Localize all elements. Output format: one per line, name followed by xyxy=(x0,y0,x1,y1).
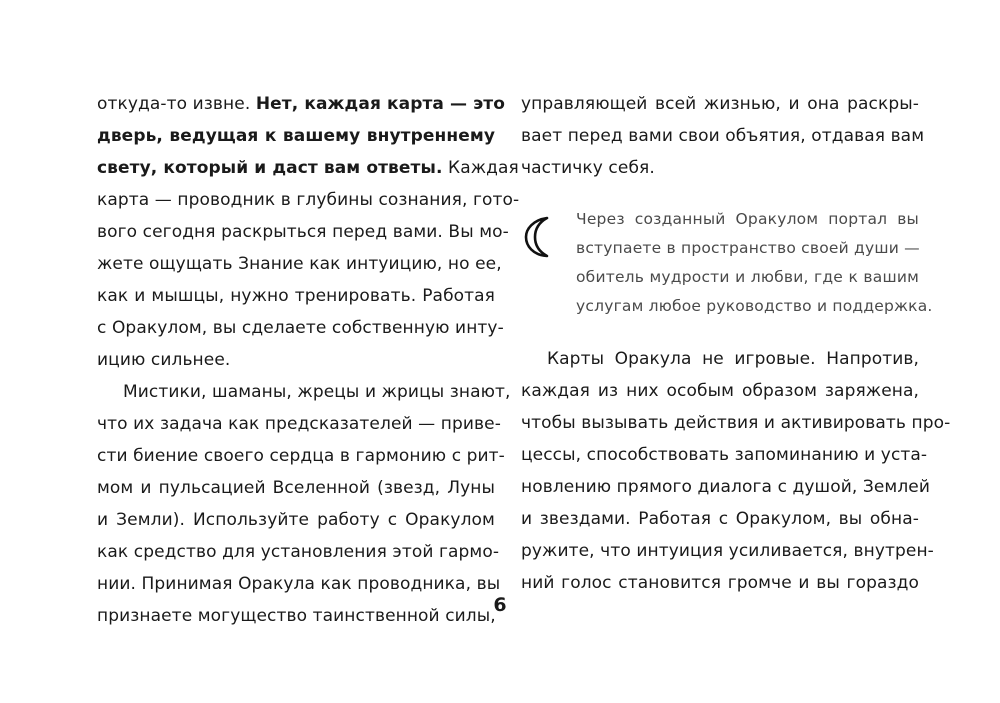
text-line: вого сегодня раскрыться перед вами. Вы мо- xyxy=(97,222,509,242)
right-column xyxy=(521,88,925,184)
text-line: Карты Оракула не игровые. Напротив, xyxy=(547,349,919,369)
text-line: цессы, способствовать запоминанию и уста- xyxy=(521,445,928,465)
right-column-paragraph xyxy=(521,343,951,599)
text-line: управляющей всей жизнью, и она раскры- xyxy=(521,94,919,114)
text-span: Каждая xyxy=(442,158,519,178)
text-line: и Земли). Используйте работу с Оракулом xyxy=(97,510,495,530)
text-line: нии. Принимая Оракула как проводника, вы xyxy=(97,574,501,594)
text-line: что их задача как предсказателей — приве- xyxy=(97,414,501,434)
text-line: признаете могущество таинственной силы, xyxy=(97,606,496,626)
text-line: как средство для установления этой гармо- xyxy=(97,542,500,562)
bold-text-line: дверь, ведущая к вашему внутреннему xyxy=(97,126,495,146)
text-line xyxy=(97,88,506,120)
text-line: частичку себя. xyxy=(521,158,655,178)
crescent-moon-icon xyxy=(521,215,561,259)
text-line: чтобы вызывать действия и активировать про- xyxy=(521,413,951,433)
quote-block xyxy=(521,205,933,333)
bold-text-span: свету, который и даст вам ответы. xyxy=(97,158,443,178)
text-line: и звездами. Работая с Оракулом, вы обна- xyxy=(521,509,919,529)
text-line: жете ощущать Знание как интуицию, но ее, xyxy=(97,254,502,274)
text-span: откуда-то извне. xyxy=(97,94,256,114)
text-line: ружите, что интуиция усиливается, внутрен- xyxy=(521,541,934,561)
text-line: мом и пульсацией Вселенной (звезд, Луны xyxy=(97,478,495,498)
text-line: с Оракулом, вы сделаете собственную инту- xyxy=(97,318,504,338)
text-line: каждая из них особым образом заряжена, xyxy=(521,381,919,401)
quote-text xyxy=(576,205,933,321)
quote-line: обитель мудрости и любви, где к вашим xyxy=(576,268,919,286)
text-line xyxy=(97,152,519,184)
bold-text-span: Нет, каждая карта — это xyxy=(255,94,506,114)
text-line: вает перед вами свои объятия, отдавая вам xyxy=(521,126,925,146)
text-line: Мистики, шаманы, жрецы и жрицы знают, xyxy=(123,382,511,402)
text-line: карта — проводник в глубины сознания, гото- xyxy=(97,190,520,210)
text-line: сти биение своего сердца в гармонию с рит- xyxy=(97,446,505,466)
text-line: ний голос становится громче и вы гораздо xyxy=(521,573,919,593)
left-column xyxy=(97,88,520,632)
quote-line: вступаете в пространство своей души — xyxy=(576,239,920,257)
text-line: новлению прямого диалога с душой, Землей xyxy=(521,477,931,497)
quote-line: услугам любое руководство и поддержка. xyxy=(576,297,933,315)
quote-line: Через созданный Оракулом портал вы xyxy=(576,210,919,228)
page-number: 6 xyxy=(493,594,507,616)
text-line: как и мышцы, нужно тренировать. Работая xyxy=(97,286,495,306)
text-line: ицию сильнее. xyxy=(97,350,231,370)
